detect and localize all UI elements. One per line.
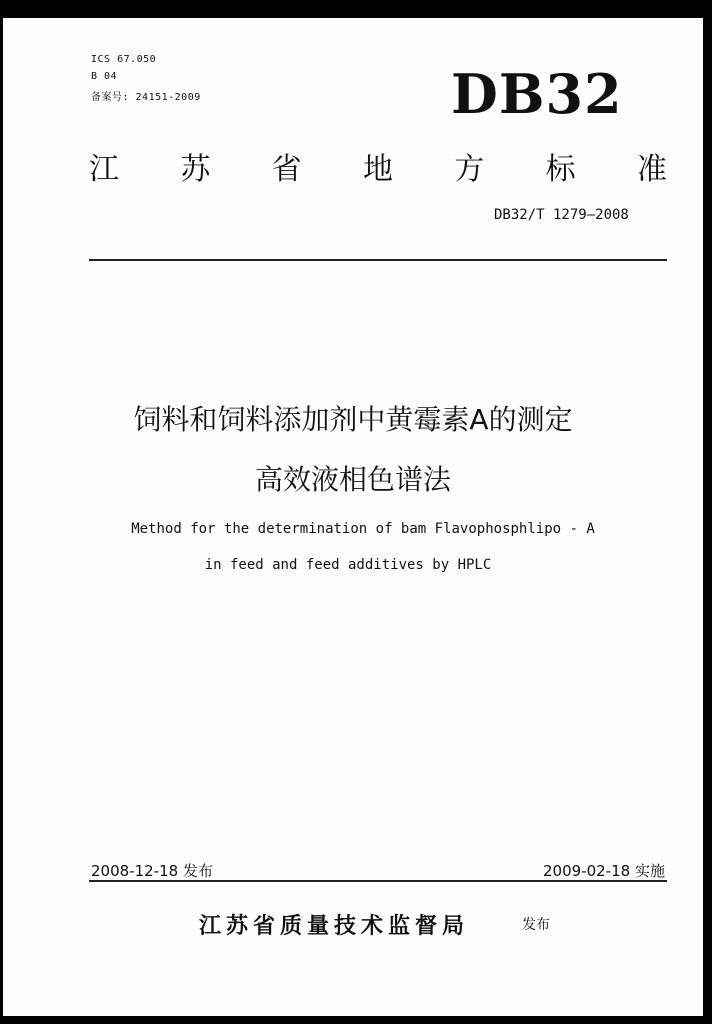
issue-date: 2008-12-18 发布 xyxy=(91,862,213,880)
doc-type-char: 苏 xyxy=(180,152,211,187)
standard-number: DB32/T 1279—2008 xyxy=(494,207,629,223)
doc-type-char: 标 xyxy=(545,152,576,187)
document-page xyxy=(3,18,703,1016)
doc-type-char: 省 xyxy=(271,152,302,187)
doc-type-char: 江 xyxy=(89,152,119,187)
footer-rule xyxy=(89,880,667,882)
doc-type-char: 地 xyxy=(362,152,393,187)
issuing-authority: 江苏省质量技术监督局 xyxy=(199,914,470,939)
doc-type-char: 准 xyxy=(636,152,667,187)
implementation-date: 2009-02-18 实施 xyxy=(543,862,665,880)
ccs-code: B 04 xyxy=(91,71,118,82)
header-rule xyxy=(89,259,667,261)
standard-code-logo: DB32 xyxy=(451,62,623,126)
doc-type-char: 方 xyxy=(454,152,485,187)
chinese-title-line-2: 高效液相色谱法 xyxy=(254,463,451,496)
record-number: 备案号: 24151-2009 xyxy=(91,92,201,103)
english-title-line-2: in feed and feed additives by HPLC xyxy=(204,557,492,573)
issuer-suffix: 发布 xyxy=(522,917,550,933)
ics-code: ICS 67.050 xyxy=(91,54,157,65)
english-title-line-1: Method for the determination of bam Flavophosphlipo - A xyxy=(131,521,595,537)
chinese-title-line-1: 饲料和饲料添加剂中黄霉素A的测定 xyxy=(133,403,573,436)
document-type-heading xyxy=(89,144,667,188)
